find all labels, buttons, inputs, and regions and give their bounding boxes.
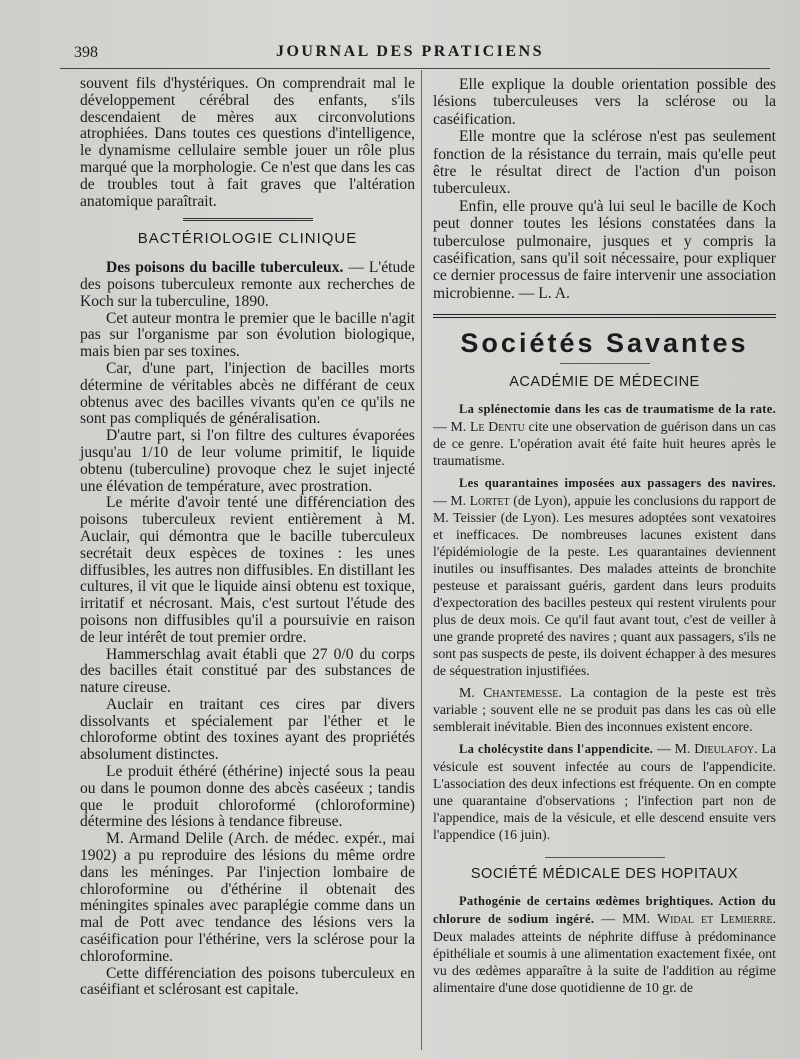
body-paragraph: Cette différenciation des poisons tuberculeux en caséifiant et sclérosant est capitale. xyxy=(80,964,415,999)
societe-medicale-title: SOCIÉTÉ MÉDICALE DES HOPITAUX xyxy=(470,866,739,883)
societes-savantes-section xyxy=(433,314,776,996)
body-paragraph: Car, d'une part, l'injection de bacilles morts détermine de véritables abcès ne différant de ceux obtenus avec des bacilles vivants qu'en ce qu'ils ne sont pas compliqués de généralisation. xyxy=(80,359,415,428)
author-name: Chantemesse xyxy=(483,685,559,701)
body-paragraph: D'autre part, si l'on filtre des cultures évaporées jusqu'au 1/10 de leur volume primitif, le liquide obtenu (tuberculine) provoque chez le sujet injecté une élévation de température, avec prostration. xyxy=(80,427,415,495)
body-paragraph: Enfin, elle prouve qu'à lui seul le bacille de Koch peut donner toutes les lésions constatées dans la tuberculose pulmonaire, jusques et y compris la caséification, sans qu'il soit nécessaire, pour expliquer ce dernier processus de faire intervenir une association microbienne. — L. A. xyxy=(433,197,776,302)
lead-text: — L'étude des poisons tuberculeux remonte aux recherches de Koch sur la tuberculine, 1890. xyxy=(80,259,415,310)
body-paragraph: Elle explique la double orientation possible des lésions tuberculeuses vers la sclérose ou la caséification. xyxy=(433,76,776,128)
societe-medicale-items xyxy=(433,892,776,996)
academie-item: Les quarantaines imposées aux passagers des navires. — M. Lortet (de Lyon), appuie les conclusions du rapport de M. Teissier (de Lyon). Les mesures adoptées sont vexatoires et inefficaces. De nombreuses lacunes existent dans l'épidémiologie de la peste. Les quarantaines deviennent inutiles ou insuffisantes. Des malades atteints de bronchite pesteuse et paraissant guéris, gardent dans leurs produits d'expectoration des bacilles pesteux qui restent virulents pour plus de deux mois. Ce qu'il faut avant tout, c'est de veiller à une grande propreté des navires ; quant aux passagers, s'ils ne sont pas suspects de peste, ils doivent échapper à des mesures de séquestration injustifiées. xyxy=(433,476,776,679)
item-title: Les quarantaines imposées aux passagers des navires. xyxy=(459,476,776,491)
journal-title: JOURNAL DES PRATICIENS xyxy=(275,43,545,60)
left-column xyxy=(80,76,415,999)
body-paragraph: Le mérite d'avoir tenté une différenciation des poisons tuberculeux revient entièrement à M. Auclair, qui démontra que le bacille tuberculeux secrétait deux espèces de toxines : les unes diffusibles, les autres non diffusibles. En distillant les cultures, il vit que le liquide ainsi obtenu est toxique, irritatif et nécrosant. Mais, c'est surtout l'étude des poisons non diffusibles qu'il a poursuivie en raison de leur intérêt de tout premier ordre. xyxy=(80,494,415,646)
item-title: Pathogénie de certains œdèmes brightiques. Action du chlorure de sodium ingéré. xyxy=(433,894,776,927)
author-name: Lortet xyxy=(469,493,510,509)
author-name: Le Dentu xyxy=(469,419,525,435)
author-name: Dieulafoy xyxy=(694,741,755,757)
body-paragraph: M. Armand Delile (Arch. de médec. expér., mai 1902) a pu reproduire des lésions du même ordre dans les méninges. Par l'injection lombaire de chloroformine ou d'éthérine il obtenait des méningites spinales avec paraplégie comme dans un mal de Pott avec tendance des lésions vers la caséification pour l'éthérine, vers la sclérose pour la chloroformine. xyxy=(80,830,415,965)
academie-item: La cholécystite dans l'appendicite. — M. Dieulafoy. La vésicule est souvent infectée au cours de l'appendicite. L'association des deux infections est fréquente. On en compte une quarantaine d'observations ; l'infection part non de l'appendice, mais de la vésicule, et elle descend ensuite vers l'appendice (16 juin). xyxy=(433,741,776,843)
section-title-bacteriologie: BACTÉRIOLOGIE CLINIQUE xyxy=(137,230,358,248)
societes-savantes-title: Sociétés Savantes xyxy=(460,328,749,359)
page-header xyxy=(60,40,760,70)
academie-item: La splénectomie dans les cas de traumatisme de la rate. — M. Le Dentu cite une observation de guérison dans un cas de ce genre. L'opération avait été faite huit heures après le traumatisme. xyxy=(433,402,776,469)
item-title: La splénectomie dans les cas de traumatisme de la rate. xyxy=(459,402,776,417)
article-title: Des poisons du bacille tuberculeux. xyxy=(106,259,344,277)
body-paragraph: Elle montre que la sclérose n'est pas seulement fonction de la résistance du terrain, mais qu'elle peut être le résultat direct de l'action d'un poison tuberculeux. xyxy=(433,128,776,198)
column-divider xyxy=(421,70,422,1050)
header-rule xyxy=(60,68,770,69)
academie-items xyxy=(433,400,776,843)
item-title: La cholécystite dans l'appendicite. xyxy=(459,742,654,757)
body-paragraph: Cet auteur montra le premier que le bacille n'agit pas sur l'organisme par son évolution biologique, mais bien par ses toxines. xyxy=(80,309,415,361)
societe-medicale-item: Pathogénie de certains œdèmes brightiques. Action du chlorure de sodium ingéré. — MM. Widal et Lemierre. Deux malades atteints de néphrite diffuse à prédominance épithéliale et soumis à une alimentation exactement fixée, ont vu des œdèmes apparaître à la suite de l'addition au régime alimentaire d'une dose quotidienne de 10 gr. de xyxy=(433,894,776,996)
author-name: Widal et Lemierre xyxy=(657,911,773,927)
intro-paragraph: souvent fils d'hystériques. On comprendrait mal le développement cérébral des enfants, s'ils descendaient de mères aux circonvolutions atrophiées. Dans toutes ces questions d'intelligence, le dynamisme cellulaire semble jouer un rôle plus marqué que la morphologie. Ce n'est que dans les cas de troubles tout à fait graves que l'altération anatomique paraîtrait. xyxy=(80,75,415,210)
thick-rule xyxy=(433,314,776,318)
page-number: 398 xyxy=(74,44,98,61)
body-paragraph: Hammerschlag avait établi que 27 0/0 du corps des bacilles était constitué par des substances de nature cireuse. xyxy=(80,645,415,697)
title-underline xyxy=(560,363,650,364)
conclusion-block xyxy=(433,76,776,302)
body-paragraph: Auclair en traitant ces cires par divers dissolvants et spécialement par l'éther et le chloroforme obtint des toxines ayant des propriétés absolument distinctes. xyxy=(80,695,415,764)
academie-item: M. Chantemesse. La contagion de la peste est très variable ; souvent elle ne se produit pas dans les cas où elle semblerait inévitable. Bien des inconnues existent encore. xyxy=(433,685,776,735)
right-column xyxy=(433,76,776,1001)
body-paragraph: Le produit éthéré (éthérine) injecté sous la peau ou dans le poumon donne des abcès caséeux ; tandis que le produit chloroformé (chloroformine) détermine des lésions à tendance fibreuse. xyxy=(80,763,415,831)
academie-title: ACADÉMIE DE MÉDECINE xyxy=(509,374,700,391)
section-rule xyxy=(183,218,313,221)
section-rule xyxy=(545,857,665,858)
lead-paragraph xyxy=(80,260,415,310)
